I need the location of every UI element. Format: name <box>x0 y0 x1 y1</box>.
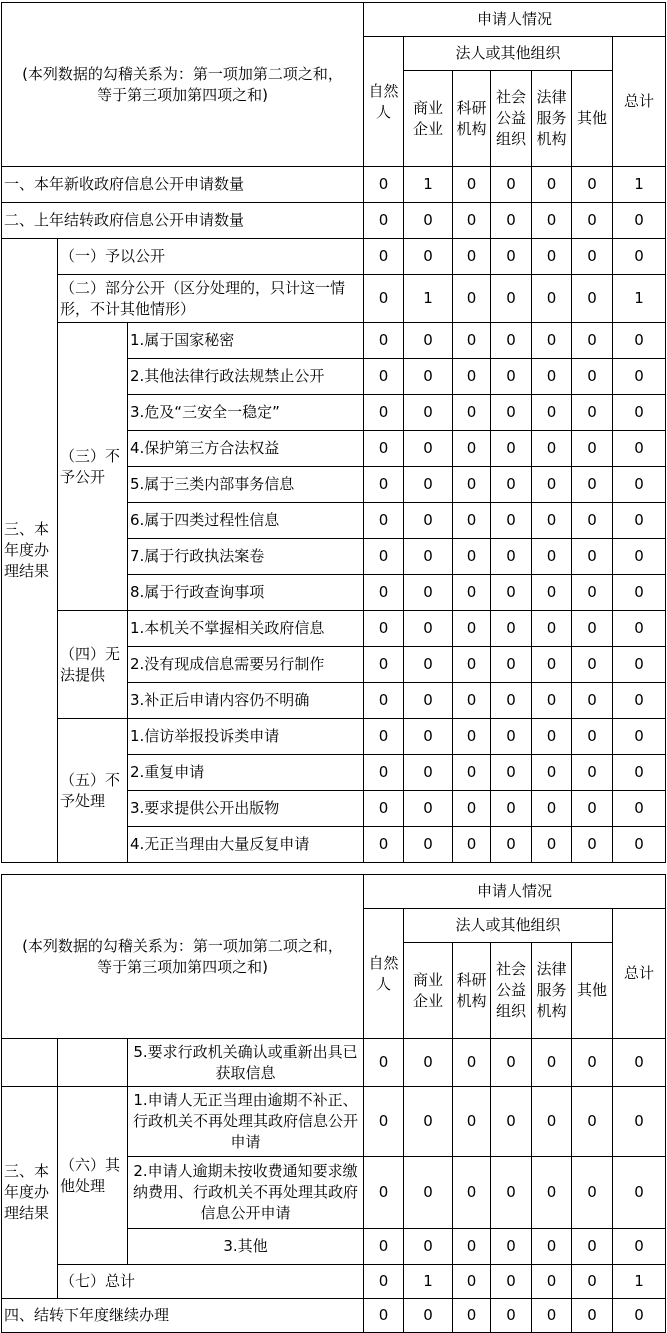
cell-value: 0 <box>404 431 453 467</box>
cell-value: 0 <box>613 467 666 503</box>
table-row <box>2 167 666 203</box>
cell-value: 0 <box>572 1229 613 1265</box>
header-research: 科研机构 <box>453 943 491 1039</box>
cell-value: 0 <box>491 431 532 467</box>
cell-value: 0 <box>491 719 532 755</box>
cell-value: 0 <box>532 167 572 203</box>
cell-value: 0 <box>404 467 453 503</box>
cell-value: 0 <box>364 575 404 611</box>
header-commercial: 商业企业 <box>404 71 453 167</box>
cell-value: 0 <box>572 1265 613 1299</box>
header-social-welfare: 社会公益组织 <box>491 943 532 1039</box>
row-label: （七）总计 <box>58 1265 364 1299</box>
group-3-label: （三）不予公开 <box>58 323 128 611</box>
row-label: 7.属于行政执法案卷 <box>128 539 364 575</box>
cell-value: 0 <box>532 359 572 395</box>
group-5-label: （五）不予处理 <box>58 719 128 863</box>
cell-value: 0 <box>491 1039 532 1087</box>
cell-value: 0 <box>364 467 404 503</box>
cell-value: 0 <box>613 1299 666 1333</box>
cell-value: 0 <box>453 539 491 575</box>
header-legal-service: 法律服务机构 <box>532 71 572 167</box>
cell-value: 0 <box>613 791 666 827</box>
cell-value: 0 <box>404 239 453 275</box>
cell-value: 0 <box>572 275 613 323</box>
cell-value: 0 <box>491 467 532 503</box>
cell-value: 0 <box>404 1299 453 1333</box>
cell-value: 0 <box>532 203 572 239</box>
cell-value: 0 <box>404 203 453 239</box>
cell-value: 0 <box>404 791 453 827</box>
cell-value: 0 <box>532 275 572 323</box>
cell-value: 0 <box>572 323 613 359</box>
cell-value: 0 <box>532 791 572 827</box>
table-row <box>2 275 666 323</box>
cell-value: 0 <box>491 203 532 239</box>
cell-value: 0 <box>532 1157 572 1229</box>
header-legal-entity: 法人或其他组织 <box>404 909 613 943</box>
cell-value: 0 <box>572 683 613 719</box>
cell-value: 0 <box>453 431 491 467</box>
cell-value: 0 <box>404 755 453 791</box>
header-other: 其他 <box>572 71 613 167</box>
cell-value: 0 <box>364 167 404 203</box>
cell-value: 0 <box>572 359 613 395</box>
cell-value: 0 <box>453 323 491 359</box>
cell-value: 0 <box>491 539 532 575</box>
cell-value: 1 <box>613 167 666 203</box>
table-row <box>2 1265 666 1299</box>
cell-value: 0 <box>532 467 572 503</box>
cell-value: 0 <box>532 1039 572 1087</box>
cell-value: 0 <box>491 167 532 203</box>
row-label: 四、结转下年度继续办理 <box>2 1299 364 1333</box>
cell-value: 1 <box>404 1265 453 1299</box>
cell-value: 0 <box>453 239 491 275</box>
cell-value: 0 <box>364 1157 404 1229</box>
cell-value: 0 <box>572 575 613 611</box>
cell-value: 0 <box>404 683 453 719</box>
cell-value: 0 <box>364 203 404 239</box>
header-applicant: 申请人情况 <box>364 3 666 37</box>
row-label: 一、本年新收政府信息公开申请数量 <box>2 167 364 203</box>
cell-value: 1 <box>613 1265 666 1299</box>
row-label: 2.其他法律行政法规禁止公开 <box>128 359 364 395</box>
cell-value: 0 <box>453 1087 491 1157</box>
table-row <box>2 1087 666 1157</box>
cell-value: 0 <box>572 539 613 575</box>
cell-value: 0 <box>364 1299 404 1333</box>
cell-value: 0 <box>532 323 572 359</box>
cell-value: 0 <box>453 203 491 239</box>
cell-value: 0 <box>572 503 613 539</box>
cell-value: 0 <box>613 431 666 467</box>
row-label: 5.要求行政机关确认或重新出具已获取信息 <box>128 1039 364 1087</box>
cell-value: 0 <box>532 719 572 755</box>
cell-value: 0 <box>453 683 491 719</box>
cell-value: 0 <box>572 791 613 827</box>
cell-value: 0 <box>364 611 404 647</box>
cell-value: 0 <box>491 323 532 359</box>
section-3-label: 三、本年度办理结果 <box>2 239 58 863</box>
cell-value: 0 <box>491 1265 532 1299</box>
cell-value: 0 <box>364 1265 404 1299</box>
row-label: 4.无正当理由大量反复申请 <box>128 827 364 863</box>
row-label: （二）部分公开（区分处理的，只计这一情形，不计其他情形） <box>58 275 364 323</box>
cell-value: 0 <box>532 1265 572 1299</box>
cell-value: 0 <box>532 755 572 791</box>
blank-cell <box>2 1039 58 1087</box>
cell-value: 0 <box>572 395 613 431</box>
cell-value: 0 <box>364 827 404 863</box>
cell-value: 0 <box>572 431 613 467</box>
row-label: 1.本机关不掌握相关政府信息 <box>128 611 364 647</box>
cell-value: 0 <box>491 755 532 791</box>
stats-table-part-2 <box>1 874 666 1333</box>
cell-value: 0 <box>364 323 404 359</box>
cell-value: 0 <box>491 503 532 539</box>
stats-table-part-1 <box>1 2 666 863</box>
cell-value: 0 <box>404 395 453 431</box>
cell-value: 0 <box>364 1087 404 1157</box>
cell-value: 0 <box>453 755 491 791</box>
table-row <box>2 1039 666 1087</box>
row-label: 2.重复申请 <box>128 755 364 791</box>
cell-value: 0 <box>364 539 404 575</box>
cell-value: 0 <box>453 467 491 503</box>
cell-value: 0 <box>572 467 613 503</box>
cell-value: 0 <box>491 395 532 431</box>
cell-value: 0 <box>404 539 453 575</box>
cell-value: 0 <box>613 323 666 359</box>
cell-value: 0 <box>453 1157 491 1229</box>
cell-value: 0 <box>532 1299 572 1333</box>
cell-value: 0 <box>491 1229 532 1265</box>
cell-value: 0 <box>453 719 491 755</box>
cell-value: 0 <box>613 1087 666 1157</box>
cell-value: 0 <box>572 827 613 863</box>
header-legal-service: 法律服务机构 <box>532 943 572 1039</box>
cell-value: 0 <box>491 1157 532 1229</box>
row-label: （一）予以公开 <box>58 239 364 275</box>
row-label: 5.属于三类内部事务信息 <box>128 467 364 503</box>
row-label: 3.补正后申请内容仍不明确 <box>128 683 364 719</box>
cell-value: 0 <box>404 827 453 863</box>
header-social-welfare: 社会公益组织 <box>491 71 532 167</box>
cell-value: 0 <box>404 647 453 683</box>
header-commercial: 商业企业 <box>404 943 453 1039</box>
cell-value: 0 <box>532 575 572 611</box>
cell-value: 0 <box>572 719 613 755</box>
row-label: 1.属于国家秘密 <box>128 323 364 359</box>
cell-value: 0 <box>404 1157 453 1229</box>
header-total: 总计 <box>613 37 666 167</box>
header-note: (本列数据的勾稽关系为：第一项加第二项之和， 等于第三项加第四项之和) <box>2 875 364 1039</box>
cell-value: 0 <box>453 167 491 203</box>
cell-value: 0 <box>532 827 572 863</box>
cell-value: 0 <box>532 539 572 575</box>
cell-value: 0 <box>453 827 491 863</box>
cell-value: 0 <box>572 1087 613 1157</box>
row-label: 3.危及“三安全一稳定” <box>128 395 364 431</box>
cell-value: 0 <box>532 431 572 467</box>
cell-value: 0 <box>364 431 404 467</box>
cell-value: 1 <box>613 275 666 323</box>
cell-value: 0 <box>453 647 491 683</box>
header-legal-entity: 法人或其他组织 <box>404 37 613 71</box>
cell-value: 0 <box>572 167 613 203</box>
cell-value: 0 <box>453 575 491 611</box>
cell-value: 0 <box>404 1229 453 1265</box>
row-label: 2.申请人逾期未按收费通知要求缴纳费用、行政机关不再处理其政府信息公开申请 <box>128 1157 364 1229</box>
cell-value: 0 <box>404 575 453 611</box>
cell-value: 0 <box>364 1229 404 1265</box>
cell-value: 0 <box>364 719 404 755</box>
header-total: 总计 <box>613 909 666 1039</box>
cell-value: 0 <box>364 503 404 539</box>
cell-value: 0 <box>613 683 666 719</box>
cell-value: 0 <box>613 503 666 539</box>
cell-value: 0 <box>453 359 491 395</box>
cell-value: 0 <box>364 395 404 431</box>
cell-value: 0 <box>491 275 532 323</box>
cell-value: 0 <box>491 1087 532 1157</box>
blank-cell <box>58 1039 128 1087</box>
cell-value: 0 <box>572 1299 613 1333</box>
cell-value: 0 <box>491 1299 532 1333</box>
header-applicant: 申请人情况 <box>364 875 666 909</box>
cell-value: 0 <box>532 1087 572 1157</box>
cell-value: 0 <box>453 275 491 323</box>
cell-value: 0 <box>572 203 613 239</box>
row-label: 8.属于行政查询事项 <box>128 575 364 611</box>
cell-value: 0 <box>613 239 666 275</box>
cell-value: 0 <box>491 575 532 611</box>
group-4-label: （四）无法提供 <box>58 611 128 719</box>
cell-value: 0 <box>491 647 532 683</box>
cell-value: 1 <box>404 167 453 203</box>
cell-value: 0 <box>364 683 404 719</box>
cell-value: 0 <box>532 1229 572 1265</box>
row-label: 2.没有现成信息需要另行制作 <box>128 647 364 683</box>
cell-value: 0 <box>453 395 491 431</box>
cell-value: 0 <box>613 719 666 755</box>
cell-value: 0 <box>453 1265 491 1299</box>
cell-value: 0 <box>572 1157 613 1229</box>
header-natural-person: 自然人 <box>364 37 404 167</box>
row-label: 二、上年结转政府信息公开申请数量 <box>2 203 364 239</box>
cell-value: 0 <box>364 791 404 827</box>
group-6-label: （六）其他处理 <box>58 1087 128 1265</box>
cell-value: 0 <box>613 611 666 647</box>
cell-value: 0 <box>572 647 613 683</box>
cell-value: 0 <box>364 359 404 395</box>
cell-value: 0 <box>364 239 404 275</box>
row-label: 4.保护第三方合法权益 <box>128 431 364 467</box>
cell-value: 0 <box>532 683 572 719</box>
row-label: 3.其他 <box>128 1229 364 1265</box>
table-row <box>2 611 666 647</box>
cell-value: 0 <box>453 791 491 827</box>
table-row <box>2 239 666 275</box>
table-row <box>2 323 666 359</box>
header-natural-person: 自然人 <box>364 909 404 1039</box>
cell-value: 0 <box>404 1087 453 1157</box>
cell-value: 0 <box>572 1039 613 1087</box>
cell-value: 0 <box>404 503 453 539</box>
table-row <box>2 1299 666 1333</box>
header-research: 科研机构 <box>453 71 491 167</box>
row-label: 1.信访举报投诉类申请 <box>128 719 364 755</box>
cell-value: 0 <box>532 239 572 275</box>
cell-value: 0 <box>532 611 572 647</box>
cell-value: 0 <box>491 683 532 719</box>
cell-value: 0 <box>613 359 666 395</box>
cell-value: 0 <box>453 1229 491 1265</box>
cell-value: 0 <box>453 611 491 647</box>
table-row <box>2 719 666 755</box>
header-other: 其他 <box>572 943 613 1039</box>
header-note: (本列数据的勾稽关系为：第一项加第二项之和， 等于第三项加第四项之和) <box>2 3 364 167</box>
cell-value: 0 <box>613 1157 666 1229</box>
cell-value: 0 <box>613 1229 666 1265</box>
row-label: 3.要求提供公开出版物 <box>128 791 364 827</box>
cell-value: 0 <box>491 827 532 863</box>
cell-value: 0 <box>613 755 666 791</box>
cell-value: 0 <box>453 1039 491 1087</box>
cell-value: 0 <box>364 1039 404 1087</box>
cell-value: 0 <box>491 791 532 827</box>
cell-value: 0 <box>572 611 613 647</box>
cell-value: 0 <box>532 647 572 683</box>
cell-value: 0 <box>613 1039 666 1087</box>
cell-value: 0 <box>364 647 404 683</box>
cell-value: 0 <box>613 575 666 611</box>
cell-value: 0 <box>532 395 572 431</box>
cell-value: 0 <box>404 323 453 359</box>
cell-value: 0 <box>613 827 666 863</box>
cell-value: 0 <box>364 275 404 323</box>
cell-value: 0 <box>613 647 666 683</box>
cell-value: 0 <box>491 359 532 395</box>
row-label: 6.属于四类过程性信息 <box>128 503 364 539</box>
cell-value: 1 <box>404 275 453 323</box>
cell-value: 0 <box>613 203 666 239</box>
cell-value: 0 <box>572 755 613 791</box>
cell-value: 0 <box>613 539 666 575</box>
cell-value: 0 <box>404 611 453 647</box>
row-label: 1.申请人无正当理由逾期不补正、行政机关不再处理其政府信息公开申请 <box>128 1087 364 1157</box>
cell-value: 0 <box>404 719 453 755</box>
table-row <box>2 203 666 239</box>
cell-value: 0 <box>491 239 532 275</box>
section-3-label: 三、本年度办理结果 <box>2 1087 58 1299</box>
cell-value: 0 <box>572 239 613 275</box>
cell-value: 0 <box>532 503 572 539</box>
cell-value: 0 <box>453 503 491 539</box>
cell-value: 0 <box>613 395 666 431</box>
cell-value: 0 <box>404 1039 453 1087</box>
cell-value: 0 <box>404 359 453 395</box>
cell-value: 0 <box>364 755 404 791</box>
cell-value: 0 <box>491 611 532 647</box>
cell-value: 0 <box>453 1299 491 1333</box>
